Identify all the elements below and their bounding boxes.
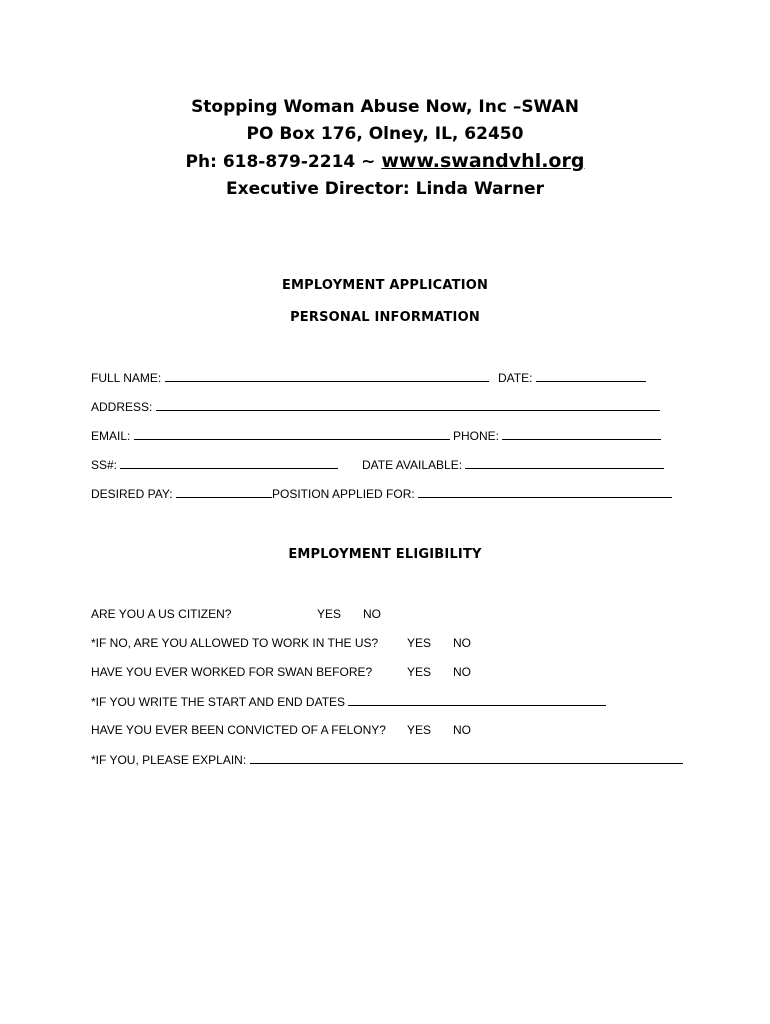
org-contact xyxy=(0,148,770,176)
allowed-to-work-no-option[interactable]: NO xyxy=(453,636,471,650)
worked-before-question: HAVE YOU EVER WORKED FOR SWAN BEFORE? xyxy=(91,665,373,679)
date-field[interactable] xyxy=(536,370,646,382)
executive-director: Executive Director: Linda Warner xyxy=(226,179,544,199)
explain-field[interactable] xyxy=(250,752,683,764)
personal-information-heading: PERSONAL INFORMATION xyxy=(290,310,480,325)
org-phone: Ph: 618-879-2214 ~ xyxy=(185,152,382,172)
full-name-field[interactable] xyxy=(165,370,489,382)
felony-yes-option[interactable]: YES xyxy=(407,723,432,737)
explain-row xyxy=(91,752,683,767)
phone-field[interactable] xyxy=(502,428,661,440)
email-field[interactable] xyxy=(134,428,450,440)
full-name-row xyxy=(91,370,489,385)
address-field[interactable] xyxy=(156,399,660,411)
ssn-row xyxy=(91,457,338,472)
date-label: DATE: xyxy=(498,371,533,385)
address-label: ADDRESS: xyxy=(91,400,153,414)
citizen-yes-option[interactable]: YES xyxy=(317,607,342,621)
position-label: POSITION APPLIED FOR: xyxy=(272,487,415,501)
email-row xyxy=(91,428,450,443)
explain-label: *IF YOU, PLEASE EXPLAIN: xyxy=(91,753,247,767)
start-end-dates-row xyxy=(91,694,606,709)
felony-question: HAVE YOU EVER BEEN CONVICTED OF A FELONY? xyxy=(91,723,386,737)
employment-eligibility-heading: EMPLOYMENT ELIGIBILITY xyxy=(288,547,482,562)
start-end-dates-label: *IF YOU WRITE THE START AND END DATES xyxy=(91,695,346,709)
ssn-field[interactable] xyxy=(120,457,338,469)
worked-before-yes-option[interactable]: YES xyxy=(407,665,432,679)
position-field[interactable] xyxy=(418,486,672,498)
desired-pay-field[interactable] xyxy=(176,486,272,498)
phone-row xyxy=(453,428,661,443)
website-link[interactable]: www.swandvhl.org xyxy=(381,150,585,172)
org-name: Stopping Woman Abuse Now, Inc –SWAN xyxy=(191,97,579,117)
desired-pay-row xyxy=(91,486,272,501)
citizen-question: ARE YOU A US CITIZEN? xyxy=(91,607,232,621)
date-available-label: DATE AVAILABLE: xyxy=(362,458,463,472)
org-address: PO Box 176, Olney, IL, 62450 xyxy=(246,124,524,144)
email-label: EMAIL: xyxy=(91,429,131,443)
date-row xyxy=(498,370,646,385)
felony-no-option[interactable]: NO xyxy=(453,723,471,737)
desired-pay-label: DESIRED PAY: xyxy=(91,487,173,501)
ssn-label: SS#: xyxy=(91,458,118,472)
date-available-row xyxy=(362,457,664,472)
allowed-to-work-question: *IF NO, ARE YOU ALLOWED TO WORK IN THE US? xyxy=(91,636,379,650)
address-row xyxy=(91,399,660,414)
start-end-dates-field[interactable] xyxy=(348,694,606,706)
allowed-to-work-yes-option[interactable]: YES xyxy=(407,636,432,650)
date-available-field[interactable] xyxy=(465,457,664,469)
form-title: EMPLOYMENT APPLICATION xyxy=(281,278,489,293)
position-row xyxy=(272,486,672,501)
full-name-label: FULL NAME: xyxy=(91,371,162,385)
letterhead xyxy=(0,94,770,203)
citizen-no-option[interactable]: NO xyxy=(363,607,381,621)
worked-before-no-option[interactable]: NO xyxy=(453,665,471,679)
phone-label: PHONE: xyxy=(453,429,500,443)
